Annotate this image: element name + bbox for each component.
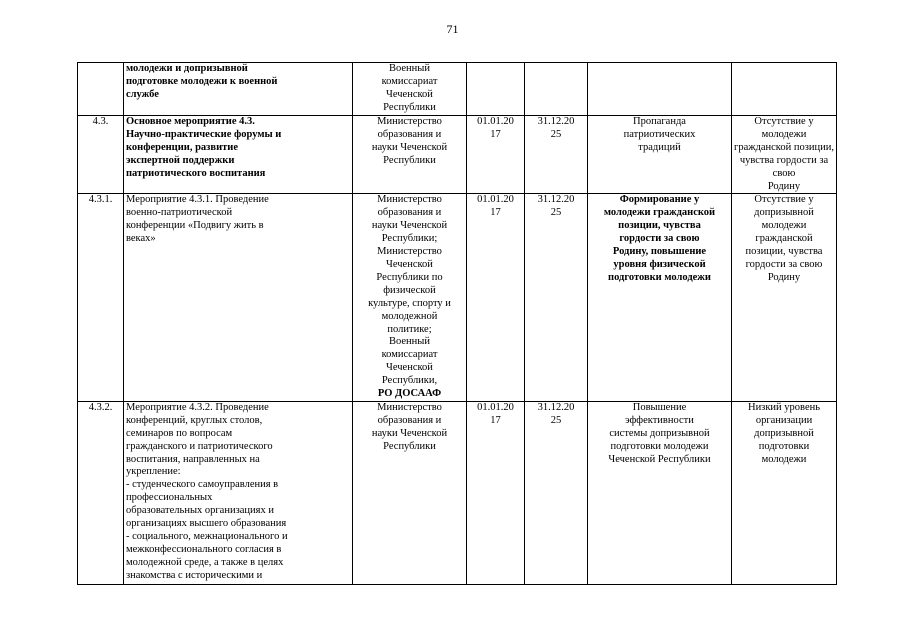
consequence-cell: Отсутствие у молодежи гражданской позиции, чувства гордости за свою Родину <box>732 116 837 194</box>
row-number: 4.3. <box>78 116 124 194</box>
table-row <box>78 194 837 402</box>
expected-result <box>588 63 732 116</box>
activity-title: Основное мероприятие 4.3. Научно-практические форумы и конференции, развитие экспертной поддержки патриотического воспитания <box>124 116 353 194</box>
start-date: 01.01.20 17 <box>467 194 525 402</box>
table-row <box>78 401 837 584</box>
end-date <box>525 63 588 116</box>
activity-title: молодежи и допризывной подготовке молодежи к военной службе <box>124 63 353 116</box>
row-number: 4.3.1. <box>78 194 124 402</box>
expected-result: Формирование у молодежи гражданской позиции, чувства гордости за свою Родину, повышение уровня физической подготовки молодежи <box>588 194 732 402</box>
start-date: 01.01.20 17 <box>467 401 525 584</box>
executor-list: Министерство образования и науки Чеченской Республики; Министерство Чеченской Республики по физической культуре, спорту и молодежной политике; Военный комиссариат Чеченской Республики, <box>368 194 451 387</box>
row-number: 4.3.2. <box>78 401 124 584</box>
end-date: 31.12.20 25 <box>525 194 588 402</box>
end-date: 31.12.20 25 <box>525 401 588 584</box>
executor-cell: Военный комиссариат Чеченской Республики <box>353 63 467 116</box>
end-date: 31.12.20 25 <box>525 116 588 194</box>
page-number: 71 <box>446 22 459 36</box>
program-table <box>77 62 837 585</box>
executor-cell: Министерство образования и науки Чеченской Республики <box>353 401 467 584</box>
expected-result: Повышение эффективности системы допризывной подготовки молодежи Чеченской Республики <box>588 401 732 584</box>
executor-dosaaf: РО ДОСААФ <box>377 388 442 400</box>
table-row <box>78 63 837 116</box>
activity-title: Мероприятие 4.3.1. Проведение военно-патриотической конференции «Подвигу жить в веках» <box>124 194 353 402</box>
activity-title: Мероприятие 4.3.2. Проведение конференций, круглых столов, семинаров по вопросам гражданского и патриотического воспитания, направленных на укрепление: - студенческого самоуправления в профессиональных образовательных организациях и организациях высшего образования - социального, межнационального и межконфессионального согласия в молодежной среде, а также в целях знакомства с историческими и <box>124 401 353 584</box>
start-date: 01.01.20 17 <box>467 116 525 194</box>
expected-result: Пропаганда патриотических традиций <box>588 116 732 194</box>
consequence-cell: Низкий уровень организации допризывной подготовки молодежи <box>732 401 837 584</box>
table-row <box>78 116 837 194</box>
consequence-cell: Отсутствие у допризывной молодежи гражданской позиции, чувства гордости за свою Родину <box>732 194 837 402</box>
executor-cell: Министерство образования и науки Чеченской Республики <box>353 116 467 194</box>
row-number <box>78 63 124 116</box>
consequence-cell <box>732 63 837 116</box>
executor-cell <box>353 194 467 402</box>
start-date <box>467 63 525 116</box>
